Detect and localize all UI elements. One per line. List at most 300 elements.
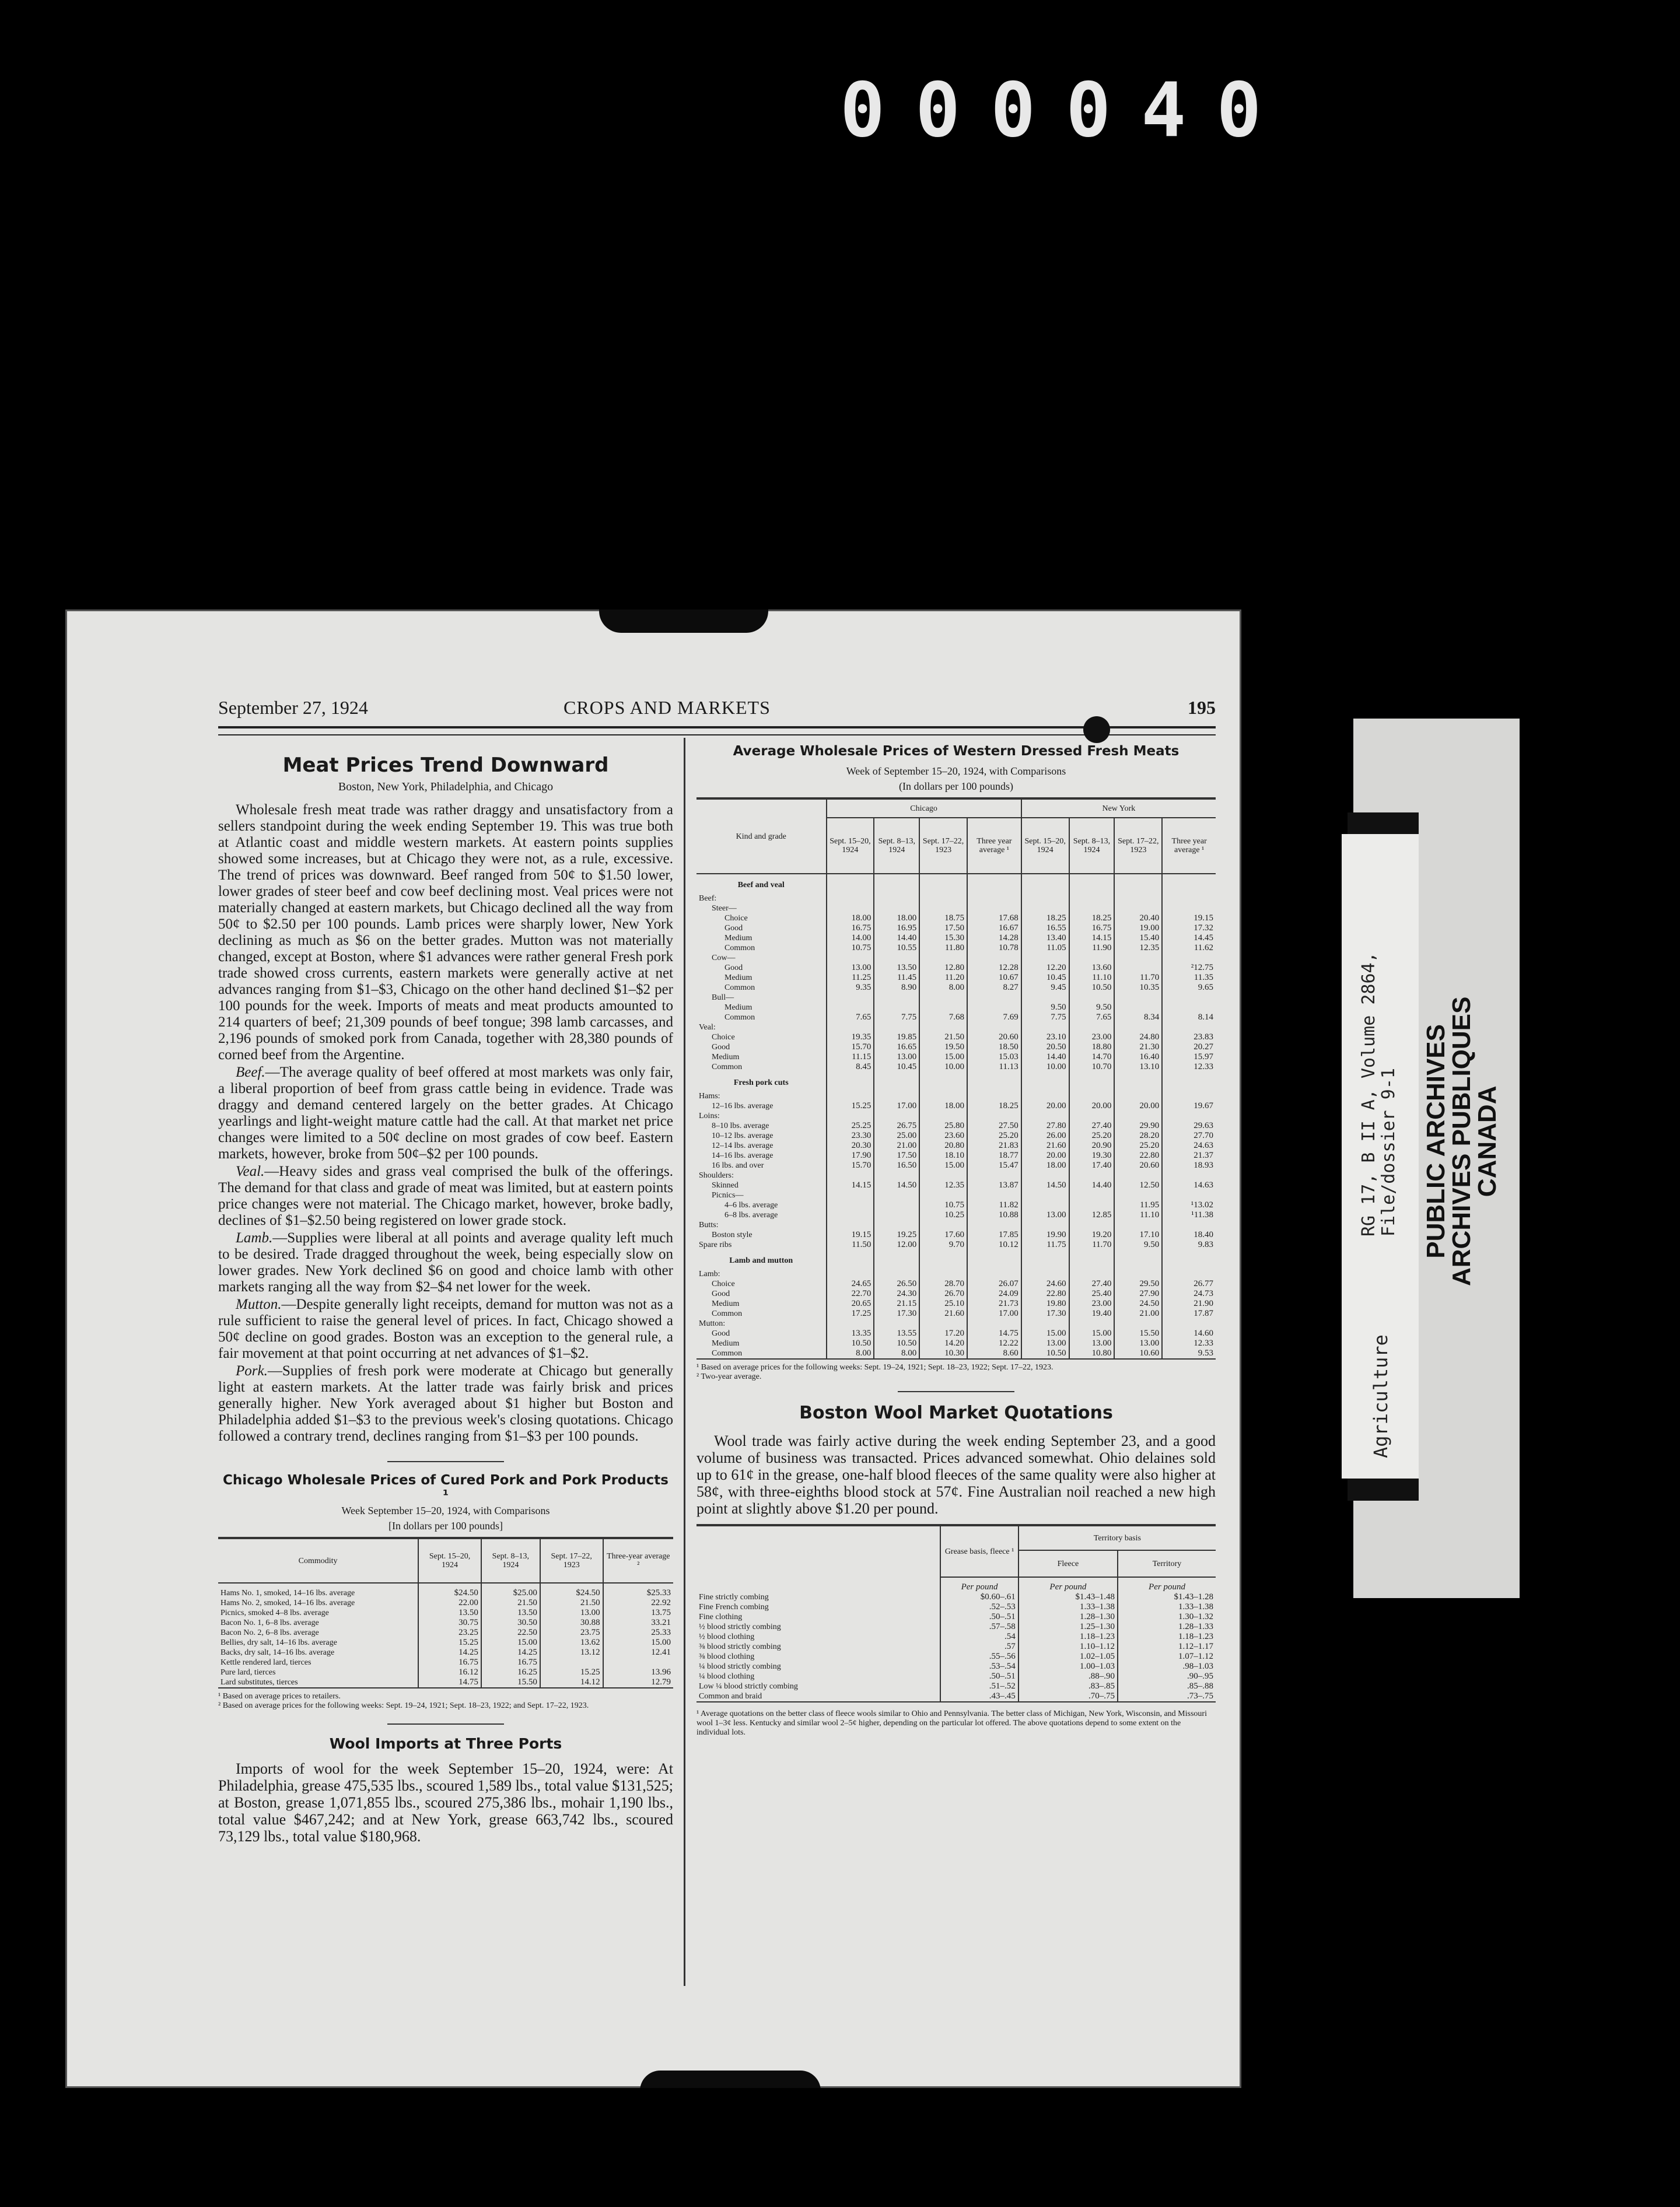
wool-cell: .55–.56 <box>940 1652 1019 1662</box>
fresh-cell: 19.90 <box>1021 1230 1069 1240</box>
fresh-cell: 11.05 <box>1021 943 1069 953</box>
fresh-cell <box>874 894 919 903</box>
fresh-cell <box>1021 1072 1069 1091</box>
cured-header-commodity: Commodity <box>218 1539 418 1583</box>
fresh-cell: 14.40 <box>874 933 919 943</box>
fresh-cell: 20.00 <box>1114 1101 1162 1111</box>
fresh-cell <box>919 874 967 894</box>
cured-pork-table-units: [In dollars per 100 pounds] <box>388 1520 503 1532</box>
fresh-row-label: Common <box>696 1013 827 1022</box>
fresh-row-label: Choice <box>696 913 827 923</box>
fresh-cell: 12.00 <box>874 1240 919 1250</box>
cured-cell: $24.50 <box>418 1583 481 1598</box>
fresh-cell <box>1021 1091 1069 1101</box>
fresh-cell: 15.03 <box>967 1052 1021 1062</box>
fresh-cell: 17.10 <box>1114 1230 1162 1240</box>
fresh-table-row <box>696 1121 1216 1131</box>
fresh-section-heading: Lamb and mutton <box>696 1250 827 1269</box>
cured-cell: 33.21 <box>603 1618 673 1628</box>
cured-cell: 22.92 <box>603 1598 673 1608</box>
fresh-cell: 18.00 <box>827 913 874 923</box>
fresh-cell <box>919 1022 967 1032</box>
cured-cell: 30.75 <box>418 1618 481 1628</box>
section-separator <box>387 1461 504 1462</box>
fresh-row-label: Good <box>696 1329 827 1339</box>
cured-table-row <box>218 1677 673 1687</box>
fresh-cell: 19.15 <box>1162 913 1216 923</box>
fresh-cell <box>874 1319 919 1329</box>
fresh-header-col5: Sept. 15–20, 1924 <box>1021 818 1069 874</box>
fresh-cell <box>1114 953 1162 963</box>
fresh-cell <box>1162 1171 1216 1180</box>
fresh-cell: ²12.75 <box>1162 963 1216 973</box>
fresh-cell: 11.10 <box>1114 1210 1162 1220</box>
wool-cell: $1.43–1.48 <box>1019 1592 1118 1602</box>
fresh-cell <box>874 1111 919 1121</box>
fresh-cell: 24.80 <box>1114 1032 1162 1042</box>
fresh-table-row <box>696 1042 1216 1052</box>
cured-cell: 13.50 <box>418 1608 481 1618</box>
fresh-cell <box>1069 1250 1115 1269</box>
fresh-cell: 10.00 <box>919 1062 967 1072</box>
wool-row-label: ⅜ blood clothing <box>696 1652 940 1662</box>
fresh-cell: 17.40 <box>1069 1161 1115 1171</box>
fresh-cell: 8.00 <box>919 983 967 993</box>
cured-cell: 22.50 <box>481 1628 540 1638</box>
fresh-cell <box>1069 1091 1115 1101</box>
fresh-cell: 21.90 <box>1162 1299 1216 1309</box>
cured-table-row <box>218 1667 673 1677</box>
fresh-cell <box>1069 993 1115 1003</box>
wool-row-label: Common and braid <box>696 1691 940 1701</box>
fresh-table-row <box>696 1279 1216 1289</box>
wool-cell: .73–.75 <box>1118 1691 1216 1701</box>
fresh-cell: 24.73 <box>1162 1289 1216 1299</box>
cured-cell: 15.00 <box>481 1638 540 1648</box>
fresh-cell: 29.50 <box>1114 1279 1162 1289</box>
fresh-table-row <box>696 1032 1216 1042</box>
fresh-header-col2: Sept. 8–13, 1924 <box>874 818 919 874</box>
fresh-cell <box>1162 1091 1216 1101</box>
wool-unit-grease: Per pound <box>940 1577 1019 1592</box>
fresh-cell: 26.70 <box>919 1289 967 1299</box>
header-rule <box>218 726 1216 735</box>
cured-cell: 12.79 <box>603 1677 673 1687</box>
document-page <box>65 609 1241 2088</box>
fresh-cell: 21.60 <box>1021 1141 1069 1151</box>
fresh-row-label: 12–14 lbs. average <box>696 1141 827 1151</box>
fresh-cell: 10.25 <box>919 1210 967 1220</box>
fresh-section-row <box>696 1072 1216 1091</box>
fresh-cell: 13.00 <box>874 1052 919 1062</box>
fresh-cell <box>1069 903 1115 913</box>
mutton-paragraph <box>218 1297 673 1362</box>
wool-table-row <box>696 1681 1216 1691</box>
fresh-cell <box>919 1003 967 1013</box>
cured-row-label: Hams No. 2, smoked, 14–16 lbs. average <box>218 1598 418 1608</box>
cured-cell: 13.00 <box>540 1608 603 1618</box>
fresh-cell: 13.35 <box>827 1329 874 1339</box>
veal-text: —Heavy sides and grass veal comprised the bulk of the offerings. The demand for that class and grade of meat was limited, but at eastern points price changes were not material. The Chicago market, however, broke badly, declines of $1–$2.50 being registered on lower grade stock. <box>218 1164 673 1228</box>
fresh-row-label: 4–6 lbs. average <box>696 1200 827 1210</box>
fresh-cell <box>1069 1319 1115 1329</box>
frame-number: 000040 <box>840 67 1292 154</box>
fresh-table-row <box>696 963 1216 973</box>
right-column <box>696 744 1216 1737</box>
cured-cell: 30.50 <box>481 1618 540 1628</box>
fresh-cell: 22.80 <box>1021 1289 1069 1299</box>
cured-cell: 23.75 <box>540 1628 603 1638</box>
fresh-cell <box>874 1072 919 1091</box>
fresh-cell <box>1162 1072 1216 1091</box>
fresh-table-row <box>696 923 1216 933</box>
fresh-cell: 18.40 <box>1162 1230 1216 1240</box>
fresh-cell <box>1021 874 1069 894</box>
fresh-cell: 28.70 <box>919 1279 967 1289</box>
fresh-cell: 9.35 <box>827 983 874 993</box>
fresh-cell <box>1069 894 1115 903</box>
wool-row-label: ½ blood clothing <box>696 1632 940 1642</box>
fresh-header-col4: Three year average ¹ <box>967 818 1021 874</box>
beef-text: —The average quality of beef offered at most markets was only fair, a liberal proportion of beef from grass cattle being in evidence. Trade was draggy and demand centered largely on the better grades. At Chicago yearlings and light-weight mature cattle had the call. At that market net price changes were limited to a 50¢ decline on most grades of cow beef. Eastern markets, however, broke from 50¢–$2 per 100 pounds. <box>218 1064 673 1162</box>
fresh-cell: 26.75 <box>874 1121 919 1131</box>
fresh-cell <box>1114 1220 1162 1230</box>
fresh-cell: 20.50 <box>1021 1042 1069 1052</box>
fresh-cell: 9.50 <box>1021 1003 1069 1013</box>
wool-cell: 1.25–1.30 <box>1019 1622 1118 1632</box>
fresh-cell: 9.65 <box>1162 983 1216 993</box>
fresh-row-label: Common <box>696 1348 827 1358</box>
fresh-cell <box>1114 1091 1162 1101</box>
fresh-cell: 10.45 <box>874 1062 919 1072</box>
fresh-cell <box>1069 1022 1115 1032</box>
fresh-cell: 12.35 <box>919 1180 967 1190</box>
fresh-cell: 20.00 <box>1069 1101 1115 1111</box>
fresh-meats-table-title: Average Wholesale Prices of Western Dressed Fresh Meats <box>733 744 1180 759</box>
fresh-cell <box>967 993 1021 1003</box>
fresh-header-kind: Kind and grade <box>696 799 827 874</box>
fresh-row-label: Cow— <box>696 953 827 963</box>
fresh-cell: 14.50 <box>1021 1180 1069 1190</box>
fresh-cell <box>967 1072 1021 1091</box>
fresh-cell: 11.25 <box>827 973 874 983</box>
fresh-table-row <box>696 1013 1216 1022</box>
fresh-cell <box>1162 1190 1216 1200</box>
cured-cell: $25.33 <box>603 1583 673 1598</box>
meat-intro-paragraph: Wholesale fresh meat trade was rather draggy and unsatisfactory from a sellers standpoint during the week ending September 19. This was true both at Atlantic coast and middle western markets. At eastern points supplies showed some increases, but at Chicago they were not, as a rule, excessive. The trend of prices was downward. Beef ranged from 50¢ to $1.50 lower, lower grades of steer beef and cow beef declining most. Veal prices were not materially changed at eastern markets, but Chicago declined all the way from 50¢ to $2.50 per 100 pounds. Lamb prices were sharply lower, New York declining as much as $6 on the better grades. Mutton was not materially changed, except at Boston, where $1 advances were rather general Fresh pork trade showed cross currents, eastern markets were generally active at net advances ranging from $1–$3, Chicago on the other hand declined $1–$2 per 100 pounds for the week. Imports of meats and meat products amounted to 214 quarters of beef; 21,309 pounds of beef tongue; 398 lamb carcasses, and 2,196 pounds of smoked pork from Canada, together with 28,380 pounds of corned beef from the Argentine. <box>218 802 673 1063</box>
fresh-cell <box>874 1190 919 1200</box>
wool-table-row <box>696 1652 1216 1662</box>
wool-cell: $1.43–1.28 <box>1118 1592 1216 1602</box>
cured-row-label: Backs, dry salt, 14–16 lbs. average <box>218 1648 418 1658</box>
fresh-cell: 27.40 <box>1069 1279 1115 1289</box>
fresh-cell <box>919 1111 967 1121</box>
fresh-cell: 8.00 <box>874 1348 919 1358</box>
fresh-cell: 21.30 <box>1114 1042 1162 1052</box>
cured-header-col4: Three-year average ² <box>603 1539 673 1583</box>
fresh-table-row <box>696 1319 1216 1329</box>
fresh-row-label: Good <box>696 923 827 933</box>
fresh-cell: 17.30 <box>874 1309 919 1319</box>
fresh-cell: 16.50 <box>874 1161 919 1171</box>
fresh-cell <box>1021 1190 1069 1200</box>
lamb-text: —Supplies were liberal at all points and average quality left much to be desired. Trade dragged throughout the week, being especially slow on lower grades. New York declined $6 on good and choice lamb with other markets ranging all the way from $2–$4 net lower for the week. <box>218 1230 673 1295</box>
fresh-cell: 12.22 <box>967 1339 1021 1348</box>
fresh-cell <box>1069 1072 1115 1091</box>
fresh-cell: 22.70 <box>827 1289 874 1299</box>
wool-table-row <box>696 1662 1216 1672</box>
fresh-cell <box>827 1072 874 1091</box>
wool-cell: 1.33–1.38 <box>1019 1602 1118 1612</box>
fresh-cell <box>827 1091 874 1101</box>
fresh-cell: 24.09 <box>967 1289 1021 1299</box>
fresh-row-label: Hams: <box>696 1091 827 1101</box>
fresh-cell: 10.80 <box>1069 1348 1115 1358</box>
fresh-cell: 26.07 <box>967 1279 1021 1289</box>
fresh-cell: 8.14 <box>1162 1013 1216 1022</box>
fresh-cell: 25.20 <box>1114 1141 1162 1151</box>
fresh-cell: 12.50 <box>1114 1180 1162 1190</box>
fresh-cell <box>827 1200 874 1210</box>
meat-article-subtitle: Boston, New York, Philadelphia, and Chicago <box>338 780 554 793</box>
wool-row-label: Fine French combing <box>696 1602 940 1612</box>
cured-table-row <box>218 1583 673 1598</box>
fresh-cell: 20.00 <box>1021 1151 1069 1161</box>
fresh-row-label: Spare ribs <box>696 1240 827 1250</box>
fresh-cell: 15.40 <box>1114 933 1162 943</box>
wool-cell: .51–.52 <box>940 1681 1019 1691</box>
archive-label-institution <box>1423 997 1500 1286</box>
cured-pork-table <box>218 1538 673 1687</box>
fresh-row-label: Veal: <box>696 1022 827 1032</box>
fresh-cell <box>967 1269 1021 1279</box>
wool-cell: .52–.53 <box>940 1602 1019 1612</box>
fresh-cell: 21.00 <box>874 1141 919 1151</box>
fresh-cell: 18.25 <box>1021 913 1069 923</box>
left-column <box>218 741 673 1845</box>
fresh-table-row <box>696 933 1216 943</box>
fresh-cell: 13.00 <box>827 963 874 973</box>
fresh-cell <box>874 1269 919 1279</box>
fresh-cell: 27.70 <box>1162 1131 1216 1141</box>
fresh-cell: 15.00 <box>1021 1329 1069 1339</box>
fresh-cell <box>967 894 1021 903</box>
fresh-cell: 17.85 <box>967 1230 1021 1240</box>
cured-cell: 13.96 <box>603 1667 673 1677</box>
fresh-cell: 14.50 <box>874 1180 919 1190</box>
cured-header-col1: Sept. 15–20, 1924 <box>418 1539 481 1583</box>
archive-label-country: CANADA <box>1473 1085 1502 1197</box>
fresh-table-row <box>696 894 1216 903</box>
cured-cell: 14.75 <box>418 1677 481 1687</box>
fresh-cell: 18.80 <box>1069 1042 1115 1052</box>
fresh-cell <box>1162 894 1216 903</box>
fresh-cell: 17.30 <box>1021 1309 1069 1319</box>
fresh-cell: 19.67 <box>1162 1101 1216 1111</box>
fresh-header-chicago: Chicago <box>827 799 1021 818</box>
fresh-cell <box>919 1171 967 1180</box>
wool-quotes-table-wrap <box>696 1524 1216 1702</box>
fresh-cell: 15.00 <box>919 1052 967 1062</box>
fresh-cell <box>874 1091 919 1101</box>
fresh-table-row <box>696 1269 1216 1279</box>
wool-row-label: ¼ blood strictly combing <box>696 1662 940 1672</box>
fresh-cell <box>1114 1022 1162 1032</box>
fresh-cell: 8.90 <box>874 983 919 993</box>
fresh-cell <box>919 993 967 1003</box>
fresh-cell: 17.60 <box>919 1230 967 1240</box>
fresh-cell: 11.90 <box>1069 943 1115 953</box>
fresh-cell: 23.30 <box>827 1131 874 1141</box>
fresh-cell <box>827 1319 874 1329</box>
archive-label-rg: RG 17, B II A, Volume 2864, <box>1359 952 1379 1236</box>
fresh-cell: 26.50 <box>874 1279 919 1289</box>
fresh-cell <box>1162 1269 1216 1279</box>
fresh-cell: 16.75 <box>1069 923 1115 933</box>
fresh-cell: 25.25 <box>827 1121 874 1131</box>
fresh-cell <box>1114 1190 1162 1200</box>
fresh-table-row <box>696 973 1216 983</box>
fresh-cell: 11.80 <box>919 943 967 953</box>
wool-table-row <box>696 1602 1216 1612</box>
section-separator <box>898 1391 1014 1392</box>
cured-row-label: Bacon No. 2, 6–8 lbs. average <box>218 1628 418 1638</box>
fresh-cell: 25.40 <box>1069 1289 1115 1299</box>
fresh-cell <box>967 1111 1021 1121</box>
fresh-cell <box>1114 1003 1162 1013</box>
fresh-row-label: Medium <box>696 973 827 983</box>
fresh-cell: 19.80 <box>1021 1299 1069 1309</box>
fresh-cell <box>1069 1220 1115 1230</box>
wool-footnote: ¹ Average quotations on the better class of fleece wools similar to Ohio and Pennsylvania. The better class of Michigan, New York, Wisconsin, and Missouri wool 1–3¢ less. Kentucky and similar wool 2–5¢ higher, depending on the particular lot offered. The above quotations depend to some extent on the individual lots. <box>696 1709 1207 1737</box>
fresh-table-row <box>696 1230 1216 1240</box>
fresh-cell <box>1162 1319 1216 1329</box>
fresh-cell: 11.35 <box>1162 973 1216 983</box>
pork-text: —Supplies of fresh pork were moderate at Chicago but generally light at eastern markets. At the latter trade was fairly brisk and prices generally higher. New York averaged about $1 higher but Boston and Philadelphia added $1–$3 to the previous week's closing quotations. Chicago followed a contrary trend, declines ranging from $1–$3 per 100 pounds. <box>218 1363 673 1444</box>
fresh-cell: 24.60 <box>1021 1279 1069 1289</box>
cured-cell: 15.00 <box>603 1638 673 1648</box>
wool-cell: .43–.45 <box>940 1691 1019 1701</box>
fresh-cell <box>874 1210 919 1220</box>
fresh-cell: 19.40 <box>1069 1309 1115 1319</box>
fresh-cell: 14.40 <box>1021 1052 1069 1062</box>
fresh-cell <box>827 1210 874 1220</box>
fresh-cell: 17.50 <box>919 923 967 933</box>
fresh-cell: 24.50 <box>1114 1299 1162 1309</box>
fresh-row-label: 16 lbs. and over <box>696 1161 827 1171</box>
fresh-row-label: Picnics— <box>696 1190 827 1200</box>
wool-table-row <box>696 1622 1216 1632</box>
fresh-cell: 19.20 <box>1069 1230 1115 1240</box>
cured-table-row <box>218 1618 673 1628</box>
fresh-table-row <box>696 953 1216 963</box>
cured-cell: $24.50 <box>540 1583 603 1598</box>
fresh-cell: 16.67 <box>967 923 1021 933</box>
cured-cell: 14.25 <box>481 1648 540 1658</box>
fresh-header-col3: Sept. 17–22, 1923 <box>919 818 967 874</box>
fresh-cell: 9.83 <box>1162 1240 1216 1250</box>
fresh-row-label: Common <box>696 1309 827 1319</box>
fresh-cell: 10.35 <box>1114 983 1162 993</box>
fresh-meats-table-body <box>696 874 1216 1358</box>
fresh-cell <box>1162 903 1216 913</box>
fresh-table-row <box>696 1022 1216 1032</box>
cured-table-row <box>218 1658 673 1667</box>
fresh-cell <box>874 993 919 1003</box>
fresh-row-label: Beef: <box>696 894 827 903</box>
fresh-cell <box>1114 1072 1162 1091</box>
fresh-cell: 19.30 <box>1069 1151 1115 1161</box>
fresh-cell <box>919 1072 967 1091</box>
fresh-table-row <box>696 993 1216 1003</box>
fresh-cell <box>827 1190 874 1200</box>
fresh-cell: 10.60 <box>1114 1348 1162 1358</box>
fresh-footnote-2: ² Two-year average. <box>696 1372 762 1381</box>
fresh-table-row <box>696 1161 1216 1171</box>
cured-table-row <box>218 1638 673 1648</box>
fresh-cell: 12.85 <box>1069 1210 1115 1220</box>
fresh-cell: 21.83 <box>967 1141 1021 1151</box>
fresh-cell <box>827 993 874 1003</box>
fresh-cell <box>827 894 874 903</box>
header-page-number: 195 <box>1188 697 1216 718</box>
cured-row-label: Bellies, dry salt, 14–16 lbs. average <box>218 1638 418 1648</box>
fresh-cell: 10.12 <box>967 1240 1021 1250</box>
wool-table-row <box>696 1592 1216 1602</box>
fresh-cell <box>1069 874 1115 894</box>
fresh-cell <box>1021 1250 1069 1269</box>
fresh-row-label: Bull— <box>696 993 827 1003</box>
veal-paragraph <box>218 1164 673 1229</box>
fresh-cell <box>874 953 919 963</box>
fresh-row-label: Medium <box>696 933 827 943</box>
wool-cell: .83–.85 <box>1019 1681 1118 1691</box>
fresh-cell: 18.00 <box>919 1101 967 1111</box>
fresh-cell <box>919 1319 967 1329</box>
fresh-cell <box>1021 1111 1069 1121</box>
cured-pork-table-body <box>218 1583 673 1687</box>
fresh-cell: 11.95 <box>1114 1200 1162 1210</box>
fresh-cell <box>1162 1003 1216 1013</box>
wool-row-label: Fine clothing <box>696 1612 940 1622</box>
fresh-cell: 27.40 <box>1069 1121 1115 1131</box>
fresh-cell: 16.75 <box>827 923 874 933</box>
fresh-cell: 25.20 <box>967 1131 1021 1141</box>
fresh-cell <box>827 1022 874 1032</box>
fresh-table-row <box>696 1240 1216 1250</box>
fresh-cell: 27.80 <box>1021 1121 1069 1131</box>
fresh-cell: 9.45 <box>1021 983 1069 993</box>
fresh-cell <box>919 1091 967 1101</box>
fresh-header-col1: Sept. 15–20, 1924 <box>827 818 874 874</box>
fresh-cell: 12.20 <box>1021 963 1069 973</box>
fresh-table-row <box>696 1329 1216 1339</box>
wool-cell: .88–.90 <box>1019 1672 1118 1681</box>
cured-cell: 25.33 <box>603 1628 673 1638</box>
fresh-cell: 20.80 <box>919 1141 967 1151</box>
cured-cell: 15.25 <box>418 1638 481 1648</box>
fresh-cell <box>1114 1111 1162 1121</box>
fresh-row-label: Good <box>696 1042 827 1052</box>
fresh-cell <box>1114 1319 1162 1329</box>
fresh-cell <box>1021 993 1069 1003</box>
wool-table-row <box>696 1672 1216 1681</box>
cured-cell: 12.41 <box>603 1648 673 1658</box>
fresh-cell <box>1114 1250 1162 1269</box>
fresh-cell: 23.00 <box>1069 1299 1115 1309</box>
fresh-row-label: Common <box>696 943 827 953</box>
fresh-cell <box>827 1003 874 1013</box>
